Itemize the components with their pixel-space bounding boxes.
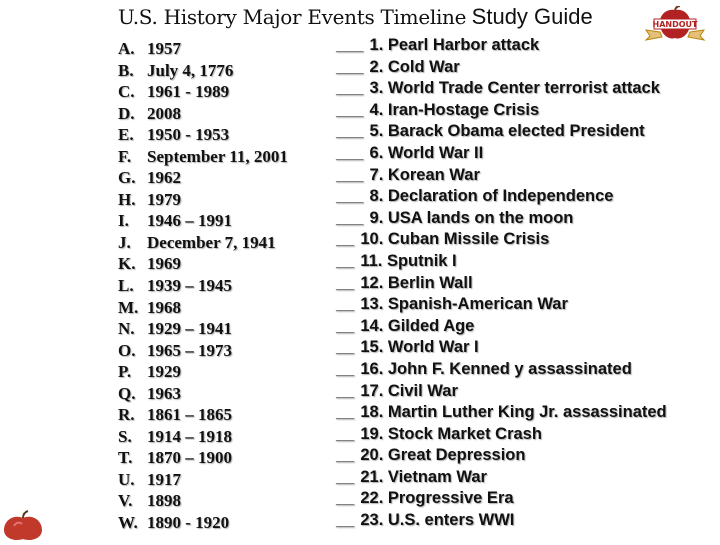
event-item <box>336 251 667 273</box>
date-item <box>118 38 288 60</box>
answer-blank: ___ <box>336 165 364 184</box>
event-item <box>336 273 667 295</box>
date-item <box>118 469 288 491</box>
event-text: 11. Sputnik I <box>360 251 457 270</box>
date-value: 1898 <box>147 491 181 511</box>
date-value: 1946 – 1991 <box>147 211 232 231</box>
event-text: 5. Barack Obama elected President <box>369 122 645 141</box>
event-text: 23. U.S. enters WWI <box>360 511 515 530</box>
date-value: 1861 – 1865 <box>147 405 232 425</box>
answer-blank: __ <box>336 338 355 357</box>
answer-blank: __ <box>336 403 355 422</box>
date-letter: W. <box>118 513 138 533</box>
event-item <box>336 488 667 510</box>
date-item <box>118 512 288 534</box>
event-item <box>336 337 667 359</box>
date-letter: G. <box>118 168 136 188</box>
event-text: 16. John F. Kenned y assassinated <box>360 359 632 378</box>
date-item <box>118 210 288 232</box>
event-text: 7. Korean War <box>369 165 480 184</box>
answer-blank: __ <box>336 251 355 270</box>
answer-blank: __ <box>336 489 355 508</box>
event-item <box>336 294 667 316</box>
date-item <box>118 490 288 512</box>
date-value: 1939 – 1945 <box>147 276 232 296</box>
answer-blank: ___ <box>336 79 364 98</box>
date-value: 1950 - 1953 <box>147 125 230 145</box>
date-value: 1870 – 1900 <box>147 448 232 468</box>
event-item <box>336 467 667 489</box>
date-letter: F. <box>118 146 132 166</box>
answer-blank: __ <box>336 467 355 486</box>
date-item <box>118 103 288 125</box>
date-letter: I. <box>118 211 129 231</box>
event-text: 20. Great Depression <box>360 446 526 465</box>
date-value: 1890 - 1920 <box>147 513 230 533</box>
date-letter: B. <box>118 60 134 80</box>
date-letter: U. <box>118 469 135 489</box>
date-item <box>118 189 288 211</box>
date-item <box>118 253 288 275</box>
event-item <box>336 57 667 79</box>
answer-blank: __ <box>336 273 355 292</box>
event-text: 1. Pearl Harbor attack <box>369 36 540 54</box>
answer-blank: __ <box>336 446 355 465</box>
event-text: 14. Gilded Age <box>360 316 475 335</box>
event-text: 3. World Trade Center terrorist attack <box>369 79 660 98</box>
event-text: 15. World War I <box>360 338 479 357</box>
date-value: 1929 – 1941 <box>147 319 232 339</box>
date-value: 2008 <box>147 103 181 123</box>
event-text: 13. Spanish-American War <box>360 295 568 314</box>
date-letter: S. <box>118 426 132 446</box>
event-item <box>336 78 667 100</box>
date-item <box>118 297 288 319</box>
date-letter: T. <box>118 448 133 468</box>
apple-icon <box>0 510 46 540</box>
event-text: 17. Civil War <box>360 381 458 400</box>
event-text: 6. World War II <box>369 143 484 162</box>
date-letter: M. <box>118 297 139 317</box>
date-item <box>118 275 288 297</box>
event-item <box>336 100 667 122</box>
event-item <box>336 510 667 532</box>
date-list <box>118 38 288 534</box>
date-value: July 4, 1776 <box>147 60 234 80</box>
event-item <box>336 121 667 143</box>
date-letter: P. <box>118 362 132 382</box>
event-text: 19. Stock Market Crash <box>360 424 542 443</box>
answer-blank: __ <box>336 511 355 530</box>
answer-blank: ___ <box>336 36 364 54</box>
event-item <box>336 208 667 230</box>
date-item <box>118 404 288 426</box>
date-value: 1917 <box>147 469 181 489</box>
apple-decoration <box>0 510 46 540</box>
event-item <box>336 165 667 187</box>
answer-blank: ___ <box>336 122 364 141</box>
date-value: 1969 <box>147 254 181 274</box>
answer-blank: __ <box>336 230 355 249</box>
answer-blank: ___ <box>336 208 364 227</box>
date-value: 1963 <box>147 383 181 403</box>
answer-blank: ___ <box>336 57 364 76</box>
event-item <box>336 359 667 381</box>
date-value: 1962 <box>147 168 181 188</box>
date-letter: E. <box>118 125 134 145</box>
event-text: 2. Cold War <box>369 57 460 76</box>
event-text: 12. Berlin Wall <box>360 273 473 292</box>
answer-blank: __ <box>336 381 355 400</box>
event-text: 21. Vietnam War <box>360 467 487 486</box>
date-item <box>118 232 288 254</box>
page-title <box>118 4 593 30</box>
date-value: 1961 - 1989 <box>147 82 230 102</box>
date-item <box>118 383 288 405</box>
date-value: September 11, 2001 <box>147 146 288 166</box>
date-letter: K. <box>118 254 136 274</box>
date-item <box>118 426 288 448</box>
date-item <box>118 340 288 362</box>
event-text: 8. Declaration of Independence <box>369 187 614 206</box>
event-text: 18. Martin Luther King Jr. assassinated <box>360 403 667 422</box>
event-item <box>336 229 667 251</box>
date-letter: H. <box>118 189 136 209</box>
event-list <box>336 35 667 532</box>
date-value: December 7, 1941 <box>147 232 276 252</box>
event-text: 22. Progressive Era <box>360 489 514 508</box>
date-letter: C. <box>118 82 135 102</box>
date-letter: Q. <box>118 383 136 403</box>
date-item <box>118 361 288 383</box>
event-item <box>336 316 667 338</box>
date-item <box>118 167 288 189</box>
date-item <box>118 81 288 103</box>
date-value: 1914 – 1918 <box>147 426 232 446</box>
answer-blank: __ <box>336 359 355 378</box>
date-letter: D. <box>118 103 135 123</box>
event-item <box>336 381 667 403</box>
date-item <box>118 447 288 469</box>
event-item <box>336 186 667 208</box>
date-item <box>118 318 288 340</box>
answer-blank: __ <box>336 295 355 314</box>
date-letter: L. <box>118 276 134 296</box>
date-letter: R. <box>118 405 135 425</box>
event-text: 10. Cuban Missile Crisis <box>360 230 550 249</box>
date-letter: V. <box>118 491 133 511</box>
date-value: 1968 <box>147 297 181 317</box>
answer-blank: __ <box>336 316 355 335</box>
event-item <box>336 402 667 424</box>
title-suffix: Study Guide <box>471 4 593 29</box>
answer-blank: ___ <box>336 187 364 206</box>
answer-blank: ___ <box>336 100 364 119</box>
date-value: 1979 <box>147 189 181 209</box>
date-letter: J. <box>118 232 131 252</box>
event-text: 9. USA lands on the moon <box>369 208 574 227</box>
date-value: 1965 – 1973 <box>147 340 232 360</box>
event-item <box>336 35 667 57</box>
event-item <box>336 424 667 446</box>
logo-text: HANDOUT <box>652 20 698 29</box>
date-item <box>118 146 288 168</box>
answer-blank: ___ <box>336 143 364 162</box>
event-item <box>336 445 667 467</box>
event-item <box>336 143 667 165</box>
date-value: 1957 <box>147 39 181 58</box>
date-item <box>118 60 288 82</box>
date-letter: N. <box>118 319 135 339</box>
date-letter: O. <box>118 340 136 360</box>
date-item <box>118 124 288 146</box>
answer-blank: __ <box>336 424 355 443</box>
date-value: 1929 <box>147 362 181 382</box>
title-main: U.S. History Major Events Timeline <box>118 5 467 29</box>
date-letter: A. <box>118 39 135 58</box>
event-text: 4. Iran-Hostage Crisis <box>369 100 540 119</box>
